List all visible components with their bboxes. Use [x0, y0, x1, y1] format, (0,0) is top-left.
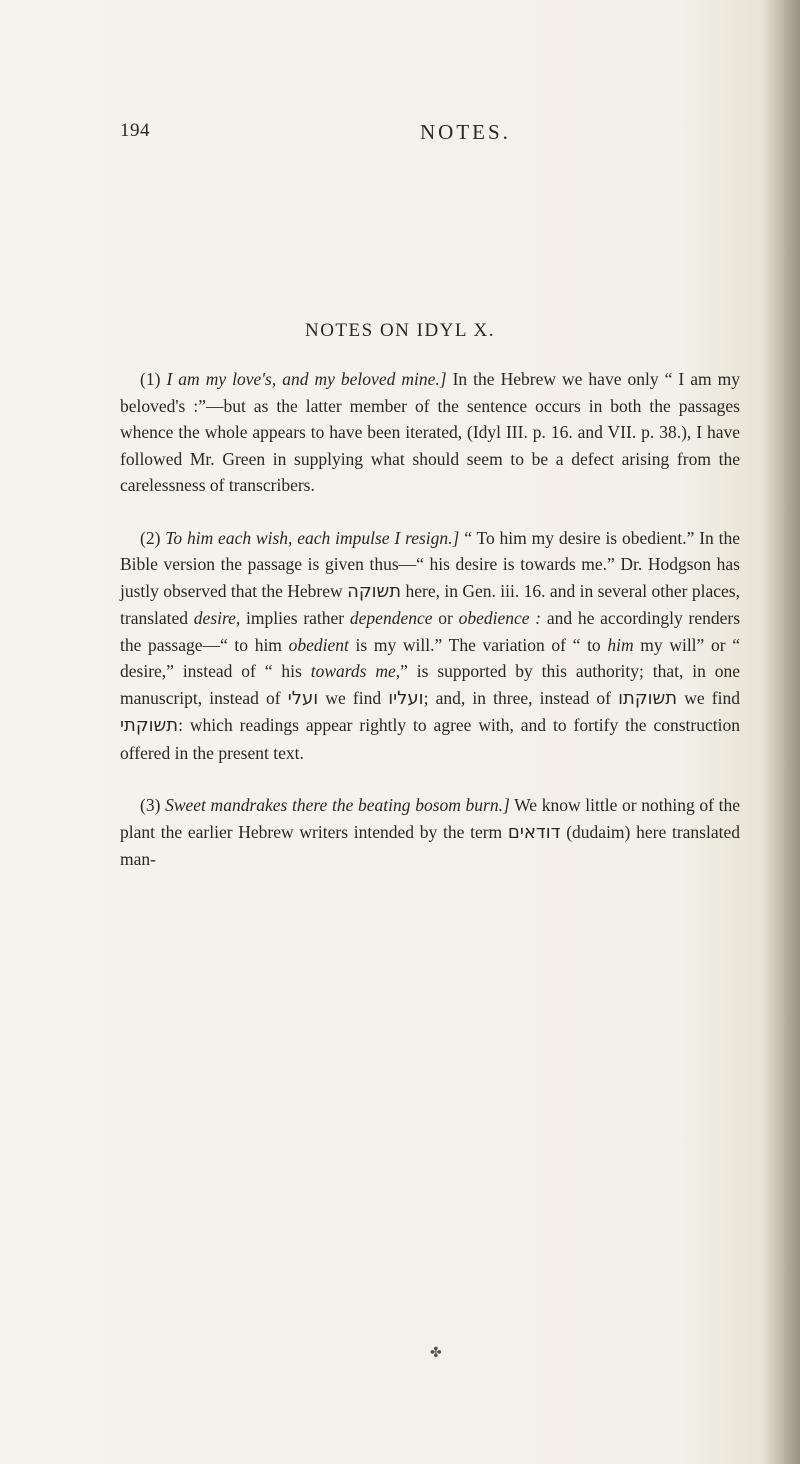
notes-body: [120, 366, 740, 899]
italic-word: him: [607, 634, 634, 655]
page-edge-shadow: [764, 0, 800, 1464]
note-text: or: [432, 608, 459, 628]
note-marker: (1): [140, 369, 161, 389]
note-text: and he accordingly renders the passage—“ to him: [120, 608, 741, 655]
page-number: 194: [120, 120, 150, 141]
note-text: : which readings appear rightly to agree with, and to fortify the construction offered in the present text.: [120, 715, 740, 763]
note-lemma: I am my love's, and my beloved mine.]: [166, 369, 447, 389]
hebrew-word: דודאים: [507, 821, 561, 843]
hebrew-word: ועלי: [287, 687, 319, 709]
note-1: [120, 366, 740, 499]
note-2: [120, 525, 740, 767]
note-text: (dudaim) here translated man-: [120, 821, 740, 869]
note-marker: (2): [140, 527, 161, 548]
italic-word: desire,: [193, 608, 241, 628]
note-3: [120, 792, 740, 873]
note-text: my will” or “ desire,” instead of “ his: [120, 634, 740, 681]
note-text: “ To him my desire is obedient.” In the Bible version the passage is given thus—“ his desire is towards me.” Dr. Hodgson has justly observed that the Hebrew: [120, 527, 740, 601]
note-text: ; and, in three, instead of: [423, 687, 619, 708]
italic-word: obedience :: [458, 608, 542, 628]
note-text: here, in Gen. iii. 16. and in several other places, translated: [120, 580, 740, 628]
note-text: we find: [677, 687, 740, 708]
note-text: ” is supported by this authority; that, in one manuscript, instead of: [120, 661, 741, 708]
note-text: implies rather: [240, 608, 350, 628]
italic-word: towards me,: [310, 661, 401, 681]
hebrew-word: תשוקתי: [120, 715, 179, 736]
note-text: we find: [318, 687, 389, 708]
note-text: In the Hebrew we have only “ I am my beloved's :”—but as the latter member of the sentence occurs in both the passages whence the whole appears to have been iterated, (Idyl III. p. 16. and VII. p. 38.), I have followed Mr. Green in supplying what should seem to be a defect arising from the carelessness of transcribers.: [120, 369, 741, 495]
note-lemma: To him each wish, each impulse I resign.]: [165, 527, 460, 548]
section-title: NOTES ON IDYL X.: [304, 320, 496, 341]
note-text: is my will.” The variation of “ to: [348, 634, 608, 655]
hebrew-word: ועליו: [388, 687, 424, 709]
italic-word: obedient: [288, 634, 349, 655]
page-header: [120, 120, 740, 160]
note-text: We know little or nothing of the plant the earlier Hebrew writers intended by the term: [120, 795, 741, 842]
note-marker: (3): [140, 795, 161, 815]
hebrew-word: תשוקתו: [618, 687, 678, 709]
hebrew-word: תשוקה: [347, 580, 402, 602]
italic-word: dependence: [349, 608, 433, 628]
running-title: NOTES.: [420, 120, 511, 144]
printer-mark: ✤: [430, 1346, 442, 1361]
note-lemma: Sweet mandrakes there the beating bosom burn.]: [165, 795, 510, 815]
